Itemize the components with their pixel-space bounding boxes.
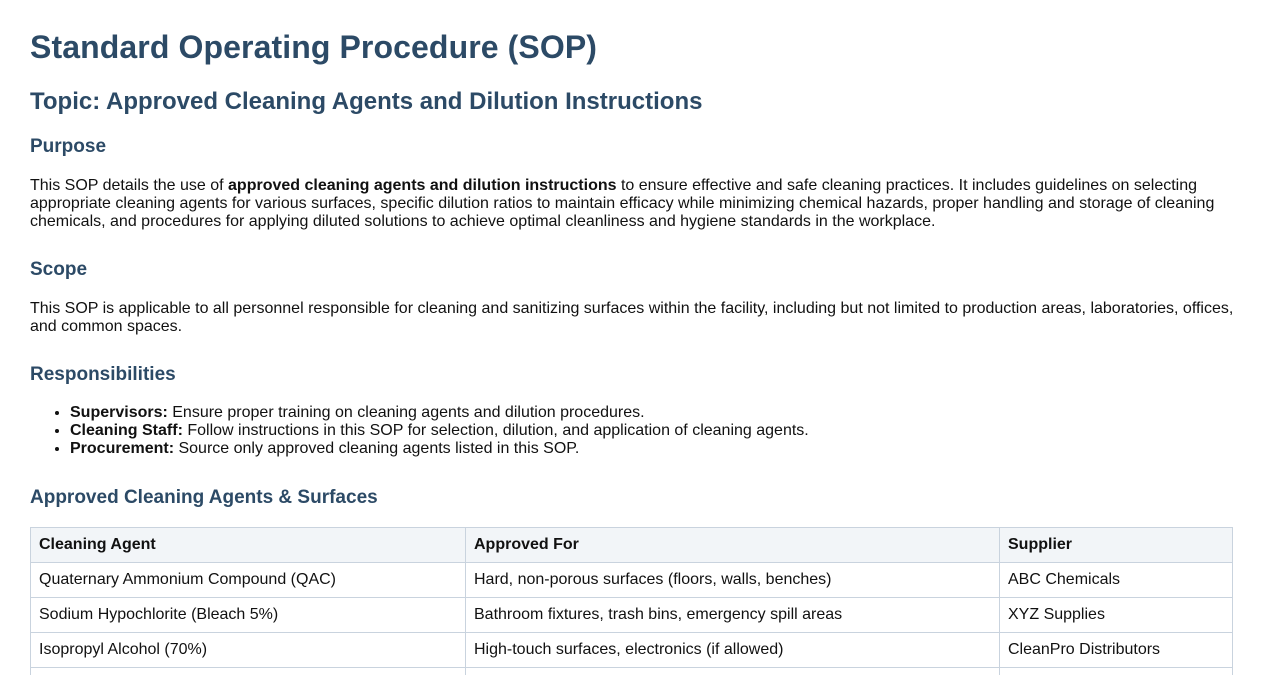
table-row — [31, 563, 1233, 598]
table-row — [31, 633, 1233, 668]
scope-paragraph: This SOP is applicable to all personnel responsible for cleaning and sanitizing surfaces within the facility, including but not limited to production areas, laboratories, offices, and common spaces. — [30, 300, 1234, 335]
purpose-heading: Purpose — [30, 136, 107, 157]
topic-heading: Topic: Approved Cleaning Agents and Dilution Instructions — [30, 88, 703, 115]
scope-heading: Scope — [30, 259, 88, 280]
table-row — [31, 668, 1233, 675]
purpose-text-bold: approved cleaning agents and dilution instructions — [228, 177, 617, 194]
role-label: Procurement: — [70, 440, 175, 457]
purpose-paragraph — [30, 177, 1235, 231]
list-item — [70, 404, 809, 422]
table-row — [31, 598, 1233, 633]
agents-table — [30, 527, 1233, 675]
cell-approved-for: Bathroom fixtures, trash bins, emergency spill areas — [466, 598, 1000, 633]
cell-approved-for: High-touch surfaces, electronics (if allowed) — [466, 633, 1000, 668]
role-text: Ensure proper training on cleaning agents and dilution procedures. — [167, 404, 645, 421]
cell-approved-for: Hard, non-porous surfaces (floors, walls, benches) — [466, 563, 1000, 598]
column-header-agent: Cleaning Agent — [31, 528, 466, 563]
purpose-text-before: This SOP details the use of — [30, 177, 229, 194]
cell-agent — [31, 668, 466, 675]
cell-supplier — [1000, 668, 1233, 675]
purpose-text-after: to ensure effective and safe cleaning practices. It includes guidelines on selecting appropriate cleaning agents for various surfaces, specific dilution ratios to maintain efficacy while minimizing chemical hazards, proper handling and storage of cleaning chemicals, and procedures for applying diluted solutions to achieve optimal cleanliness and hygiene standards in the workplace. — [30, 177, 1215, 230]
table-header-row — [31, 528, 1233, 563]
responsibilities-heading: Responsibilities — [30, 364, 176, 385]
column-header-approved-for: Approved For — [466, 528, 1000, 563]
role-label: Supervisors: — [70, 404, 168, 421]
cell-supplier: CleanPro Distributors — [1000, 633, 1233, 668]
role-text: Follow instructions in this SOP for selection, dilution, and application of cleaning agents. — [182, 422, 809, 439]
cell-agent: Quaternary Ammonium Compound (QAC) — [31, 563, 466, 598]
role-text: Source only approved cleaning agents listed in this SOP. — [174, 440, 580, 457]
column-header-supplier: Supplier — [1000, 528, 1233, 563]
cell-approved-for — [466, 668, 1000, 675]
page-title: Standard Operating Procedure (SOP) — [30, 29, 598, 65]
role-label: Cleaning Staff: — [70, 422, 183, 439]
cell-agent: Isopropyl Alcohol (70%) — [31, 633, 466, 668]
cell-supplier: XYZ Supplies — [1000, 598, 1233, 633]
cell-supplier: ABC Chemicals — [1000, 563, 1233, 598]
cell-agent: Sodium Hypochlorite (Bleach 5%) — [31, 598, 466, 633]
responsibilities-list — [30, 404, 809, 458]
list-item — [70, 440, 809, 458]
list-item — [70, 422, 809, 440]
agents-heading: Approved Cleaning Agents & Surfaces — [30, 487, 378, 508]
